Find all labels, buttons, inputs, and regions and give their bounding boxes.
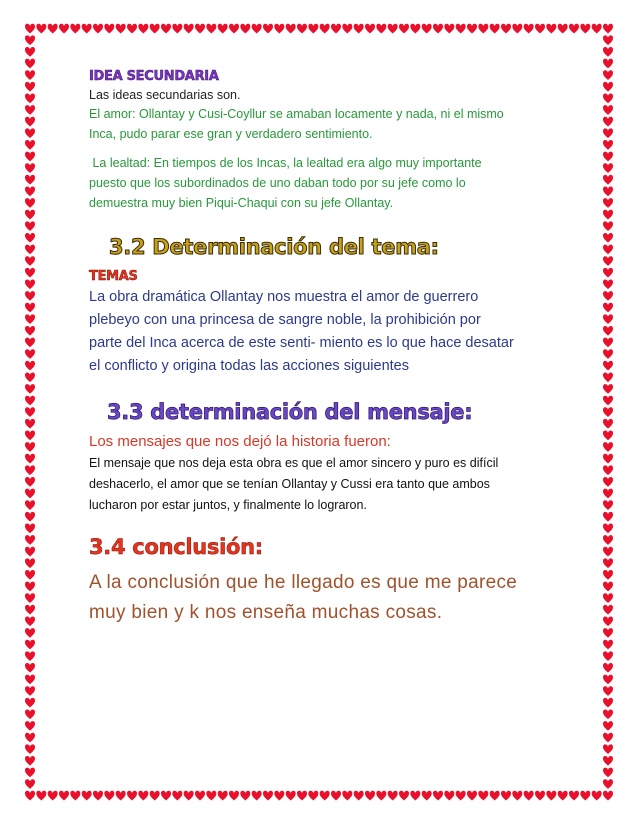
heart-icon xyxy=(252,24,262,34)
amor-line-2: Inca, pudo parar ese gran y verdadero sentimiento. xyxy=(89,127,373,141)
heart-icon xyxy=(25,431,35,441)
heart-icon xyxy=(25,314,35,324)
heart-icon xyxy=(603,140,613,150)
heart-icon xyxy=(580,791,590,801)
heart-icon xyxy=(36,24,46,34)
heart-icon xyxy=(25,198,35,208)
heart-icon xyxy=(25,291,35,301)
heart-icon xyxy=(25,59,35,69)
heart-icon xyxy=(603,221,613,231)
heart-icon xyxy=(524,791,534,801)
heart-icon xyxy=(104,24,114,34)
heart-icon xyxy=(603,616,613,626)
heart-icon xyxy=(320,24,330,34)
heart-icon xyxy=(535,791,545,801)
heart-icon xyxy=(410,791,420,801)
heart-icon xyxy=(25,756,35,766)
mensaje-section xyxy=(89,397,559,516)
heart-icon xyxy=(25,70,35,80)
heart-icon xyxy=(252,791,262,801)
heart-icon xyxy=(342,791,352,801)
heart-icon xyxy=(25,512,35,522)
heart-icon xyxy=(25,454,35,464)
heart-icon xyxy=(25,779,35,789)
heart-icon xyxy=(25,105,35,115)
heart-icon xyxy=(433,24,443,34)
heart-icon xyxy=(104,791,114,801)
heart-icon xyxy=(70,791,80,801)
heart-icon xyxy=(25,582,35,592)
heart-icon xyxy=(603,24,613,34)
heart-icon xyxy=(25,605,35,615)
heart-icon xyxy=(558,24,568,34)
heart-icon xyxy=(603,70,613,80)
heart-icon xyxy=(546,791,556,801)
heart-icon xyxy=(70,24,80,34)
heart-icon xyxy=(603,152,613,162)
heart-icon xyxy=(603,524,613,534)
heart-icon xyxy=(25,616,35,626)
heart-icon xyxy=(25,384,35,394)
heart-icon xyxy=(603,419,613,429)
heart-icon xyxy=(603,477,613,487)
heart-icon xyxy=(603,396,613,406)
heart-icon xyxy=(138,24,148,34)
heart-icon xyxy=(25,268,35,278)
heart-icon xyxy=(25,535,35,545)
heart-icon xyxy=(603,686,613,696)
heart-icon xyxy=(456,24,466,34)
heart-icon xyxy=(603,303,613,313)
heart-icon xyxy=(603,291,613,301)
heart-icon xyxy=(490,24,500,34)
tema-line-4: el conflicto y origina todas las acciones siguientes xyxy=(89,358,409,374)
heart-icon xyxy=(410,24,420,34)
heart-icon xyxy=(25,372,35,382)
heart-icon xyxy=(150,791,160,801)
heart-icon xyxy=(218,791,228,801)
conclusion-section xyxy=(89,532,559,628)
heart-icon xyxy=(331,791,341,801)
heart-icon xyxy=(263,24,273,34)
heart-icon xyxy=(603,35,613,45)
heart-icon xyxy=(25,465,35,475)
tema-line-2: plebeyo con una princesa de sangre noble, la prohibición por xyxy=(89,312,481,328)
heart-icon xyxy=(172,791,182,801)
heart-icon xyxy=(478,24,488,34)
heart-icon xyxy=(93,24,103,34)
heart-icon xyxy=(25,768,35,778)
lealtad-line-3: demuestra muy bien Piqui-Chaqui con su jefe Ollantay. xyxy=(89,196,394,210)
heart-icon xyxy=(354,24,364,34)
heart-icon xyxy=(354,791,364,801)
heart-icon xyxy=(297,791,307,801)
heart-icon xyxy=(603,512,613,522)
heart-icon xyxy=(603,349,613,359)
heart-icon xyxy=(603,489,613,499)
heart-icon xyxy=(603,593,613,603)
heart-icon xyxy=(592,791,602,801)
heart-icon xyxy=(569,24,579,34)
idea-secundaria-heading: IDEA SECUNDARIA xyxy=(89,69,219,84)
heart-icon xyxy=(297,24,307,34)
heart-icon xyxy=(48,24,58,34)
heart-icon xyxy=(25,187,35,197)
heart-icon xyxy=(25,175,35,185)
heart-icon xyxy=(603,47,613,57)
heart-icon xyxy=(603,175,613,185)
heart-icon xyxy=(25,361,35,371)
heart-icon xyxy=(308,791,318,801)
heart-icon xyxy=(229,24,239,34)
heart-icon xyxy=(25,640,35,650)
heart-icon xyxy=(399,24,409,34)
heart-icon xyxy=(603,233,613,243)
heart-icon xyxy=(365,791,375,801)
heart-icon xyxy=(172,24,182,34)
heart-icon xyxy=(592,24,602,34)
heart-icon xyxy=(25,47,35,57)
heart-icon xyxy=(603,361,613,371)
heart-icon xyxy=(603,105,613,115)
heart-icon xyxy=(36,791,46,801)
heart-icon xyxy=(25,419,35,429)
document-body xyxy=(89,68,559,628)
heart-icon xyxy=(603,675,613,685)
heart-icon xyxy=(501,24,511,34)
heart-icon xyxy=(603,733,613,743)
tema-section xyxy=(89,232,559,378)
tema-heading: 3.2 Determinación del tema: xyxy=(109,235,439,259)
heart-icon xyxy=(25,477,35,487)
heart-icon xyxy=(444,24,454,34)
heart-icon xyxy=(25,663,35,673)
mensaje-line-2: deshacerlo, el amor que se tenían Ollantay y Cussi era tanto que ambos xyxy=(89,477,490,491)
heart-icon xyxy=(25,489,35,499)
heart-icon xyxy=(603,210,613,220)
heart-icon xyxy=(603,779,613,789)
heart-icon xyxy=(25,709,35,719)
heart-icon xyxy=(25,407,35,417)
mensaje-line-1: El mensaje que nos deja esta obra es que el amor sincero y puro es difícil xyxy=(89,456,499,470)
heart-icon xyxy=(25,570,35,580)
heart-icon xyxy=(512,791,522,801)
heart-icon xyxy=(603,500,613,510)
heart-icon xyxy=(342,24,352,34)
heart-icon xyxy=(603,163,613,173)
heart-icon xyxy=(376,24,386,34)
lealtad-line-2: puesto que los subordinados de uno daban todo por su jefe como lo xyxy=(89,176,466,190)
heart-icon xyxy=(116,24,126,34)
heart-icon xyxy=(82,791,92,801)
heart-icon xyxy=(603,117,613,127)
heart-icon xyxy=(161,791,171,801)
heart-icon xyxy=(25,558,35,568)
heart-icon xyxy=(603,640,613,650)
heart-icon xyxy=(25,221,35,231)
heart-icon xyxy=(48,791,58,801)
heart-icon xyxy=(25,233,35,243)
heart-icon xyxy=(603,82,613,92)
heart-icon xyxy=(25,326,35,336)
heart-icon xyxy=(603,768,613,778)
heart-icon xyxy=(603,59,613,69)
heart-icon xyxy=(274,791,284,801)
heart-icon xyxy=(603,535,613,545)
heart-icon xyxy=(25,210,35,220)
heart-icon xyxy=(456,791,466,801)
heart-icon xyxy=(82,24,92,34)
heart-icon xyxy=(580,24,590,34)
heart-icon xyxy=(25,117,35,127)
heart-icon xyxy=(512,24,522,34)
heart-icon xyxy=(25,338,35,348)
heart-icon xyxy=(25,303,35,313)
heart-icon xyxy=(25,163,35,173)
heart-icon xyxy=(25,94,35,104)
heart-icon xyxy=(25,547,35,557)
heart-icon xyxy=(25,744,35,754)
heart-icon xyxy=(240,791,250,801)
heart-icon xyxy=(467,791,477,801)
heart-icon xyxy=(25,500,35,510)
heart-icon xyxy=(25,256,35,266)
heart-icon xyxy=(603,442,613,452)
heart-icon xyxy=(444,791,454,801)
temas-label: TEMAS xyxy=(89,269,138,284)
heart-icon xyxy=(467,24,477,34)
heart-icon xyxy=(25,524,35,534)
heart-icon xyxy=(399,791,409,801)
heart-icon xyxy=(127,791,137,801)
heart-icon xyxy=(195,791,205,801)
heart-icon xyxy=(274,24,284,34)
heart-icon xyxy=(422,791,432,801)
heart-icon xyxy=(603,94,613,104)
heart-icon xyxy=(59,791,69,801)
idea-secundaria-section xyxy=(89,68,559,213)
heart-icon xyxy=(25,686,35,696)
heart-icon xyxy=(603,384,613,394)
heart-icon xyxy=(218,24,228,34)
heart-icon xyxy=(150,24,160,34)
heart-icon xyxy=(603,570,613,580)
heart-icon xyxy=(116,791,126,801)
amor-line-1: El amor: Ollantay y Cusi-Coyllur se amaban locamente y nada, ni el mismo xyxy=(89,107,504,121)
heart-icon xyxy=(603,465,613,475)
heart-icon xyxy=(25,651,35,661)
heart-icon xyxy=(195,24,205,34)
heart-icon xyxy=(603,314,613,324)
heart-icon xyxy=(603,326,613,336)
tema-line-3: parte del Inca acerca de este senti- miento es lo que hace desatar xyxy=(89,335,514,351)
heart-icon xyxy=(138,791,148,801)
heart-icon xyxy=(93,791,103,801)
heart-icon xyxy=(490,791,500,801)
heart-icon xyxy=(558,791,568,801)
heart-icon xyxy=(603,547,613,557)
heart-icon xyxy=(25,152,35,162)
heart-icon xyxy=(25,698,35,708)
mensaje-intro: Los mensajes que nos dejó la historia fueron: xyxy=(89,433,391,450)
heart-icon xyxy=(308,24,318,34)
heart-icon xyxy=(422,24,432,34)
heart-icon xyxy=(603,628,613,638)
heart-icon xyxy=(603,651,613,661)
heart-icon xyxy=(240,24,250,34)
heart-icon xyxy=(603,558,613,568)
heart-icon xyxy=(25,279,35,289)
heart-icon xyxy=(59,24,69,34)
heart-icon xyxy=(25,721,35,731)
heart-icon xyxy=(376,791,386,801)
heart-icon xyxy=(25,791,35,801)
heart-icon xyxy=(603,187,613,197)
heart-icon xyxy=(603,756,613,766)
heart-icon xyxy=(286,24,296,34)
heart-icon xyxy=(388,791,398,801)
heart-icon xyxy=(263,791,273,801)
mensaje-line-3: lucharon por estar juntos, y finalmente lo lograron. xyxy=(89,498,367,512)
heart-icon xyxy=(603,744,613,754)
idea-intro: Las ideas secundarias son. xyxy=(89,88,241,102)
heart-icon xyxy=(25,442,35,452)
heart-icon xyxy=(433,791,443,801)
conclusion-line-1: A la conclusión que he llegado es que me parece xyxy=(89,572,518,593)
heart-icon xyxy=(365,24,375,34)
heart-icon xyxy=(603,372,613,382)
heart-icon xyxy=(603,454,613,464)
conclusion-heading: 3.4 conclusión: xyxy=(89,535,263,559)
heart-icon xyxy=(25,733,35,743)
heart-icon xyxy=(535,24,545,34)
heart-icon xyxy=(603,128,613,138)
heart-icon xyxy=(603,709,613,719)
heart-icon xyxy=(603,582,613,592)
heart-icon xyxy=(603,198,613,208)
heart-icon xyxy=(603,279,613,289)
heart-icon xyxy=(320,791,330,801)
heart-icon xyxy=(127,24,137,34)
heart-icon xyxy=(603,256,613,266)
heart-icon xyxy=(25,396,35,406)
heart-icon xyxy=(25,82,35,92)
lealtad-line-1: La lealtad: En tiempos de los Incas, la lealtad era algo muy importante xyxy=(89,156,482,170)
heart-icon xyxy=(603,698,613,708)
heart-icon xyxy=(161,24,171,34)
heart-icon xyxy=(184,791,194,801)
heart-icon xyxy=(478,791,488,801)
heart-icon xyxy=(603,245,613,255)
conclusion-line-2: muy bien y k nos enseña muchas cosas. xyxy=(89,602,443,623)
heart-icon xyxy=(501,791,511,801)
heart-icon xyxy=(331,24,341,34)
heart-icon xyxy=(25,24,35,34)
heart-icon xyxy=(388,24,398,34)
heart-icon xyxy=(603,407,613,417)
heart-icon xyxy=(546,24,556,34)
heart-icon xyxy=(25,128,35,138)
heart-icon xyxy=(603,721,613,731)
heart-icon xyxy=(25,628,35,638)
heart-icon xyxy=(603,268,613,278)
heart-icon xyxy=(184,24,194,34)
heart-icon xyxy=(25,35,35,45)
heart-icon xyxy=(603,338,613,348)
heart-icon xyxy=(603,791,613,801)
heart-icon xyxy=(206,24,216,34)
heart-icon xyxy=(603,663,613,673)
tema-line-1: La obra dramática Ollantay nos muestra el amor de guerrero xyxy=(89,289,479,305)
heart-icon xyxy=(25,245,35,255)
heart-icon xyxy=(206,791,216,801)
heart-icon xyxy=(25,349,35,359)
heart-icon xyxy=(286,791,296,801)
heart-icon xyxy=(25,593,35,603)
heart-icon xyxy=(603,605,613,615)
heart-icon xyxy=(229,791,239,801)
heart-icon xyxy=(569,791,579,801)
heart-icon xyxy=(524,24,534,34)
heart-icon xyxy=(603,431,613,441)
mensaje-heading: 3.3 determinación del mensaje: xyxy=(107,400,473,424)
heart-icon xyxy=(25,140,35,150)
heart-icon xyxy=(25,675,35,685)
